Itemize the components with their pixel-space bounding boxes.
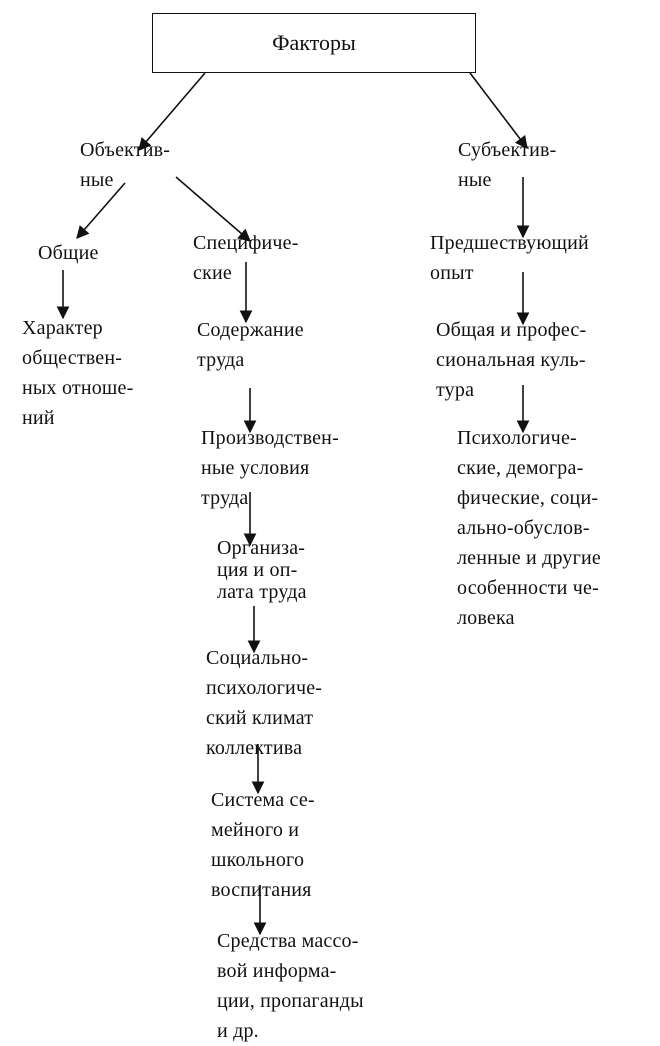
specific-child-organization-pay: Организа- ция и оп- лата труда [217, 537, 307, 603]
specific-child-content-of-work: Содержание труда [197, 319, 304, 371]
arrow-root-to-objective [139, 73, 205, 150]
root-label: Факторы [272, 30, 356, 55]
subjective-child-personal-traits: Психологиче- ские, демогра- фические, соци- ально-обуслов- ленные и другие особенности че- ловека [457, 427, 601, 629]
specific-node: Специфиче- ские [193, 232, 299, 284]
objective-node: Объектив- ные [80, 139, 171, 191]
subjective-child-culture: Общая и профес- сиональная куль- тура [436, 319, 587, 401]
specific-child-upbringing: Система се- мейного и школьного воспитания [211, 789, 315, 901]
arrow-root-to-subjective [470, 73, 527, 148]
subjective-node: Субъектив- ные [458, 139, 557, 191]
specific-child-social-climate: Социально- психологиче- ский климат коллектива [206, 647, 323, 759]
general-node: Общие [38, 242, 99, 264]
specific-child-working-conditions: Производствен- ные условия труда [201, 427, 339, 509]
arrow-objective-to-specific [176, 177, 250, 241]
subjective-child-prior-experience: Предшествующий опыт [430, 232, 589, 284]
specific-child-mass-media: Средства массо- вой информа- ции, пропаганды и др. [217, 930, 364, 1042]
general-child-social-relations: Характер обществен- ных отноше- ний [22, 317, 134, 429]
arrow-objective-to-general [77, 183, 125, 238]
